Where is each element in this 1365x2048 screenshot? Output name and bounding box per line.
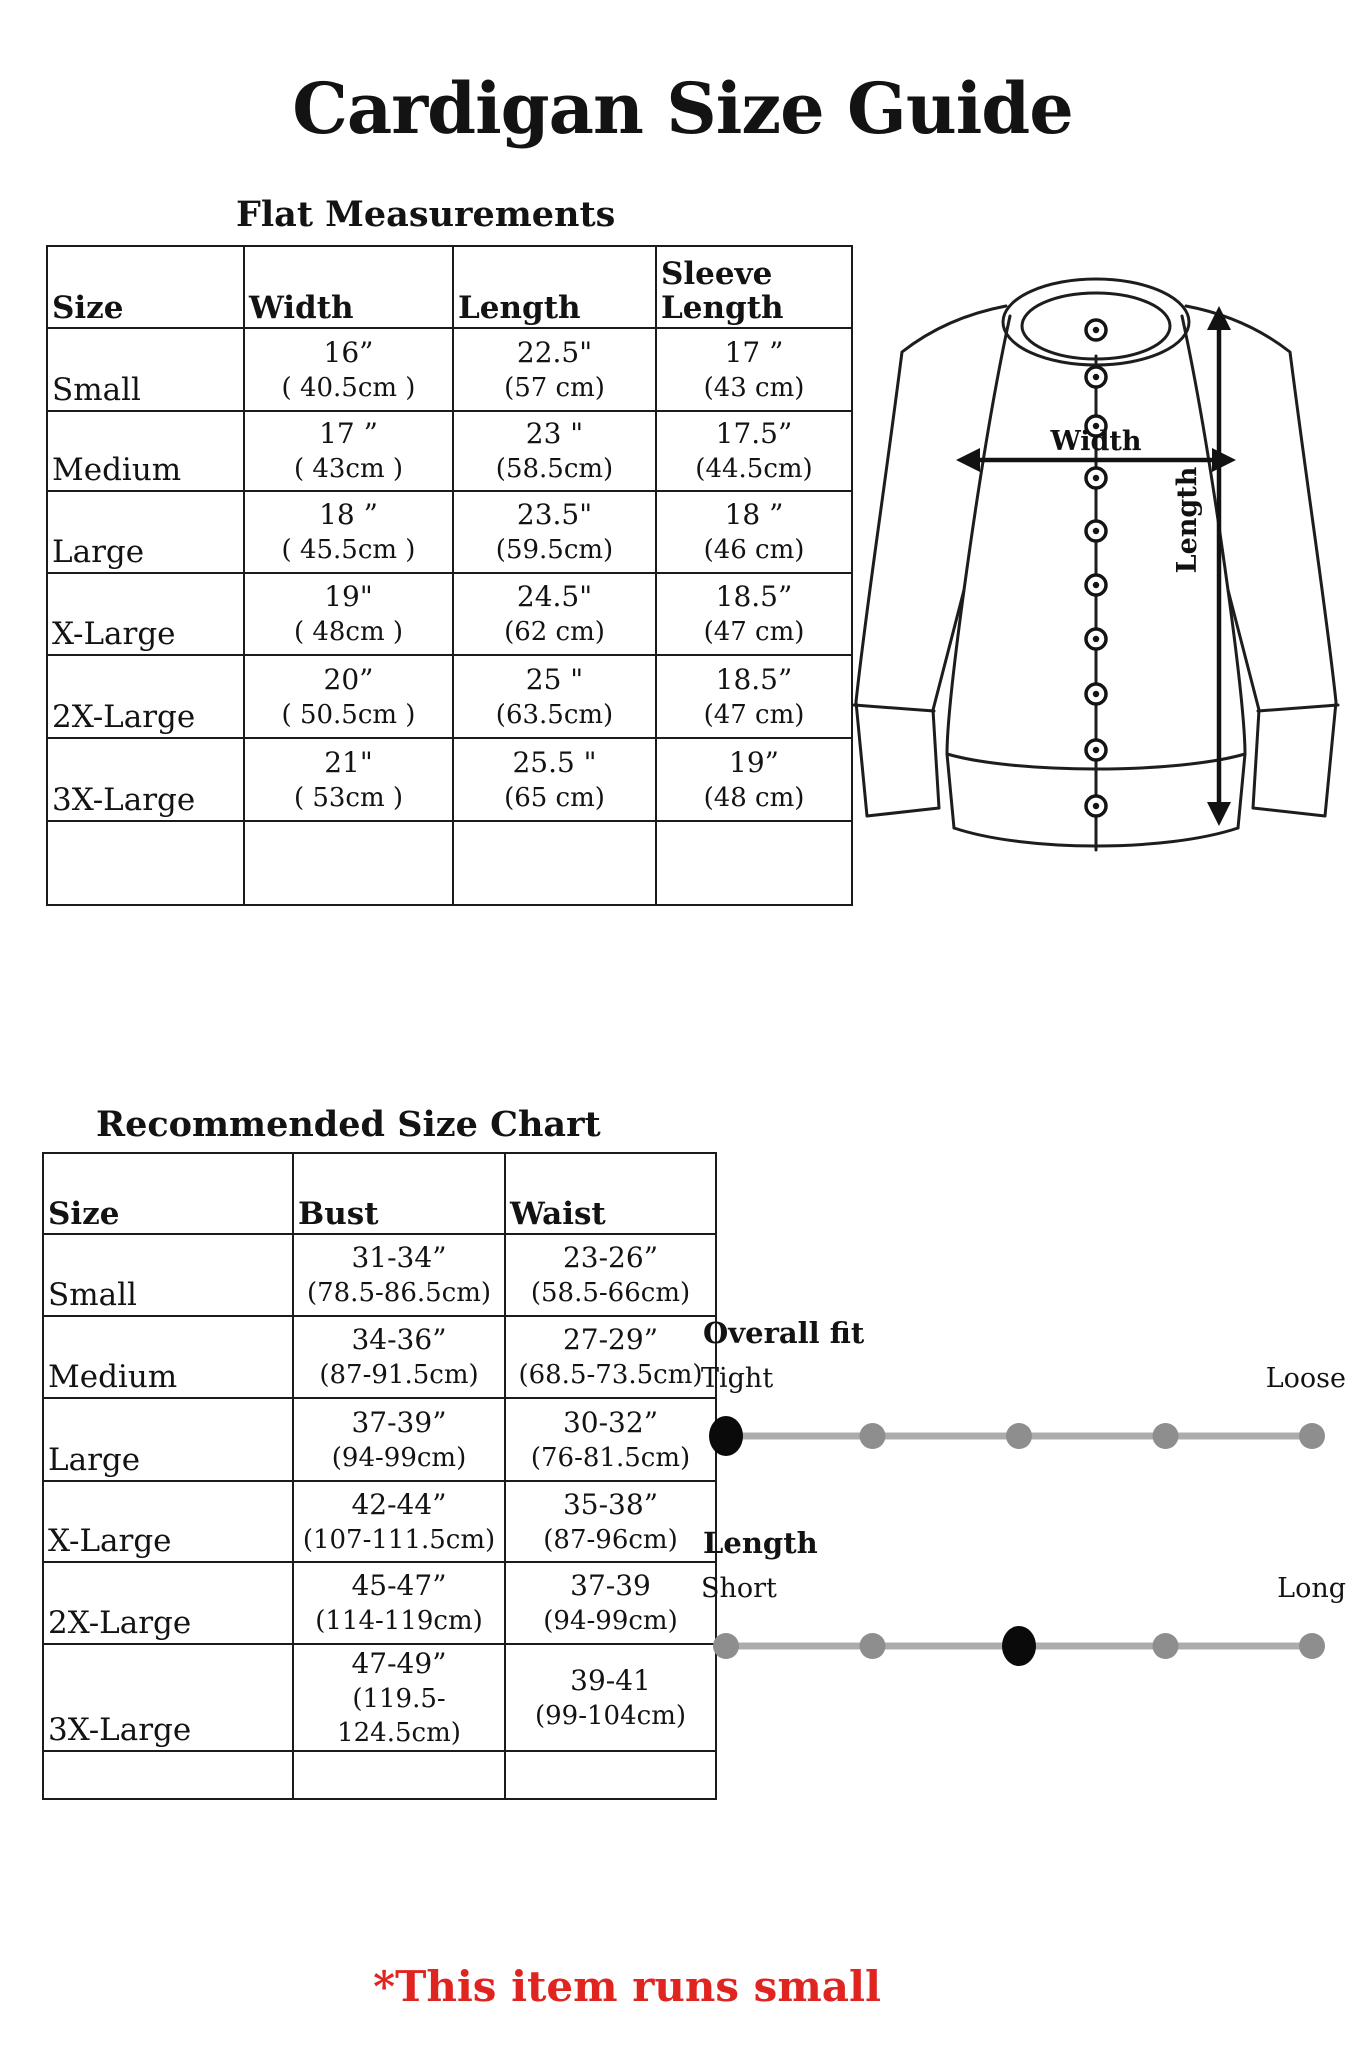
- length-arrow: [1172, 306, 1231, 826]
- value-cell: 18 ” ( 45.5cm ): [244, 491, 453, 573]
- active-dot-icon: [1002, 1626, 1036, 1666]
- width-label: Width: [1050, 426, 1142, 457]
- cardigan-outline-icon: [854, 279, 1338, 850]
- column-header: Bust: [293, 1153, 505, 1234]
- value-cell: 31-34” (78.5-86.5cm): [293, 1234, 505, 1316]
- size-cell: 3X-Large: [43, 1644, 293, 1751]
- column-header: Size: [43, 1153, 293, 1234]
- flat-measurements-heading: Flat Measurements: [236, 194, 616, 235]
- value-cell: 24.5" (62 cm): [453, 573, 656, 655]
- table-row: [43, 1644, 716, 1751]
- scale-dot-icon: [860, 1633, 886, 1659]
- size-cell: 2X-Large: [47, 655, 244, 738]
- header-row: [47, 246, 852, 328]
- size-cell: Large: [43, 1398, 293, 1481]
- value-cell: 34-36” (87-91.5cm): [293, 1316, 505, 1398]
- fit-scale-right-label: Loose: [1265, 1363, 1346, 1394]
- value-cell: 45-47” (114-119cm): [293, 1562, 505, 1644]
- scale-dot-icon: [1299, 1633, 1325, 1659]
- empty-row: [43, 1751, 716, 1799]
- value-cell: 21" ( 53cm ): [244, 738, 453, 821]
- value-cell: 23.5" (59.5cm): [453, 491, 656, 573]
- flat-measurements-table: [46, 245, 853, 906]
- value-cell: 37-39 (94-99cm): [505, 1562, 716, 1644]
- runs-small-note: *This item runs small: [373, 1962, 881, 2011]
- scale-dot-icon: [1299, 1423, 1325, 1449]
- scale-dot-icon: [1153, 1633, 1179, 1659]
- table-row: [43, 1562, 716, 1644]
- table-row: [43, 1481, 716, 1562]
- table-row: [47, 655, 852, 738]
- value-cell: 22.5" (57 cm): [453, 328, 656, 411]
- size-cell: X-Large: [47, 573, 244, 655]
- value-cell: 19” (48 cm): [656, 738, 852, 821]
- value-cell: 18 ” (46 cm): [656, 491, 852, 573]
- length-label: Length: [1172, 466, 1203, 574]
- fit-scale-right-label: Long: [1277, 1573, 1346, 1604]
- value-cell: 25.5 " (65 cm): [453, 738, 656, 821]
- value-cell: 20” ( 50.5cm ): [244, 655, 453, 738]
- scale-dot-icon: [1153, 1423, 1179, 1449]
- value-cell: 18.5” (47 cm): [656, 573, 852, 655]
- fit-scale-left-label: Tight: [701, 1363, 774, 1394]
- fit-scale-slider: [700, 1396, 1352, 1476]
- value-cell: 35-38” (87-96cm): [505, 1481, 716, 1562]
- fit-scale-left-label: Short: [701, 1573, 777, 1604]
- value-cell: 19" ( 48cm ): [244, 573, 453, 655]
- header-row: [43, 1153, 716, 1234]
- column-header: Width: [244, 246, 453, 328]
- size-cell: Small: [47, 328, 244, 411]
- value-cell: 47-49” (119.5-124.5cm): [293, 1644, 505, 1751]
- column-header: Waist: [505, 1153, 716, 1234]
- fit-scale-slider: [700, 1606, 1352, 1686]
- value-cell: 16” ( 40.5cm ): [244, 328, 453, 411]
- recommended-size-table: [42, 1152, 717, 1800]
- size-cell: Small: [43, 1234, 293, 1316]
- value-cell: 39-41 (99-104cm): [505, 1644, 716, 1751]
- table-row: [47, 411, 852, 491]
- cardigan-diagram: [846, 258, 1365, 876]
- value-cell: 17 ” ( 43cm ): [244, 411, 453, 491]
- column-header: Length: [453, 246, 656, 328]
- value-cell: 23 " (58.5cm): [453, 411, 656, 491]
- overall-fit-scale: [700, 1316, 1352, 1476]
- active-dot-icon: [709, 1416, 743, 1456]
- scale-dot-icon: [713, 1633, 739, 1659]
- size-cell: Medium: [47, 411, 244, 491]
- scale-dot-icon: [860, 1423, 886, 1449]
- table-row: [47, 573, 852, 655]
- value-cell: 18.5” (47 cm): [656, 655, 852, 738]
- table-row: [47, 738, 852, 821]
- column-header: Size: [47, 246, 244, 328]
- value-cell: 23-26” (58.5-66cm): [505, 1234, 716, 1316]
- value-cell: 42-44” (107-111.5cm): [293, 1481, 505, 1562]
- value-cell: 37-39” (94-99cm): [293, 1398, 505, 1481]
- column-header: Sleeve Length: [656, 246, 852, 328]
- value-cell: 27-29” (68.5-73.5cm): [505, 1316, 716, 1398]
- value-cell: 25 " (63.5cm): [453, 655, 656, 738]
- table-row: [43, 1398, 716, 1481]
- scale-dot-icon: [1006, 1423, 1032, 1449]
- size-cell: 3X-Large: [47, 738, 244, 821]
- value-cell: 17 ” (43 cm): [656, 328, 852, 411]
- length-fit-scale: [700, 1526, 1352, 1686]
- size-cell: X-Large: [43, 1481, 293, 1562]
- page-title: Cardigan Size Guide: [292, 66, 1073, 150]
- size-chart-heading: Recommended Size Chart: [96, 1104, 601, 1145]
- size-cell: Medium: [43, 1316, 293, 1398]
- size-cell: 2X-Large: [43, 1562, 293, 1644]
- table-row: [43, 1234, 716, 1316]
- value-cell: 30-32” (76-81.5cm): [505, 1398, 716, 1481]
- table-row: [43, 1316, 716, 1398]
- fit-scale-title: Overall fit: [703, 1316, 865, 1350]
- size-cell: Large: [47, 491, 244, 573]
- table-row: [47, 328, 852, 411]
- value-cell: 17.5” (44.5cm): [656, 411, 852, 491]
- empty-row: [47, 821, 852, 905]
- fit-scale-title: Length: [703, 1526, 818, 1560]
- table-row: [47, 491, 852, 573]
